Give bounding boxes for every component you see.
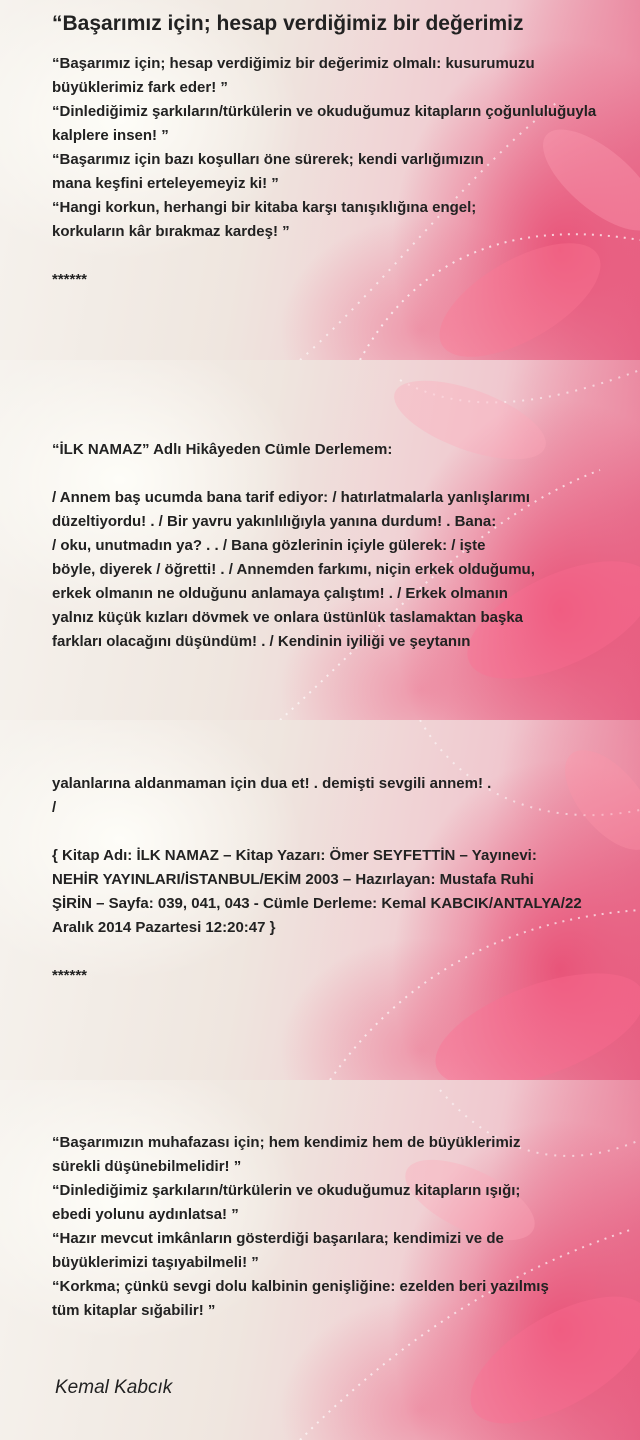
page-title: “Başarımız için; hesap verdiğimiz bir değerimiz <box>52 12 524 35</box>
text-line: düzeltiyordu! . / Bir yavru yakınlılığıyla yanına durdum! . Bana: <box>52 513 497 530</box>
poem-card-3 <box>0 720 640 1080</box>
text-line: tüm kitaplar sığabilir! ” <box>52 1302 216 1319</box>
text-line: “Hazır mevcut imkânların gösterdiği başarılara; kendimizi ve de <box>52 1230 504 1247</box>
text-line <box>52 244 640 268</box>
story-text-block <box>52 438 640 654</box>
text-line: sürekli düşünebilmelidir! ” <box>52 1158 242 1175</box>
citation-line: ŞİRİN – Sayfa: 039, 041, 043 - Cümle Derleme: Kemal KABCIK/ANTALYA/22 <box>52 895 582 912</box>
text-line: “Dinlediğimiz şarkıların/türkülerin ve okuduğumuz kitapların çoğunluluğuyla <box>52 103 597 120</box>
text-line: büyüklerimizi taşıyabilmeli! ” <box>52 1254 259 1271</box>
section-heading: “İLK NAMAZ” Adlı Hikâyeden Cümle Derlemem: <box>52 441 393 458</box>
text-line: “Başarımız için bazı koşulları öne sürerek; kendi varlığımızın <box>52 151 484 168</box>
poem-text-block <box>52 1131 640 1323</box>
poem-text-block <box>52 52 640 292</box>
text-line: “Başarımız için; hesap verdiğimiz bir değerimiz olmalı: kusurumuzu <box>52 55 535 72</box>
poem-card-1 <box>0 0 640 360</box>
text-line: farkları olacağını düşündüm! . / Kendinin iyiliği ve şeytanın <box>52 633 471 650</box>
text-line: yalanlarına aldanmaman için dua et! . demişti sevgili annem! . <box>52 775 492 792</box>
text-line: / Annem baş ucumda bana tarif ediyor: / hatırlatmalarla yanlışlarımı <box>52 489 530 506</box>
text-line <box>52 940 640 964</box>
poem-card-2 <box>0 360 640 720</box>
text-line: kalplere insen! ” <box>52 127 169 144</box>
text-line <box>52 462 640 486</box>
text-line: “Korkma; çünkü sevgi dolu kalbinin genişliğine: ezelden beri yazılmış <box>52 1278 549 1295</box>
citation-text-block <box>52 772 640 988</box>
citation-line: NEHİR YAYINLARI/İSTANBUL/EKİM 2003 – Hazırlayan: Mustafa Ruhi <box>52 871 534 888</box>
text-line: böyle, diyerek / öğretti! . / Annemden farkımı, niçin erkek olduğumu, <box>52 561 535 578</box>
text-line: büyüklerimiz fark eder! ” <box>52 79 228 96</box>
poem-card-4 <box>0 1080 640 1440</box>
citation-line: { Kitap Adı: İLK NAMAZ – Kitap Yazarı: Ömer SEYFETTİN – Yayınevi: <box>52 847 537 864</box>
text-line: / <box>52 799 57 816</box>
text-line: “Dinlediğimiz şarkıların/türkülerin ve okuduğumuz kitapların ışığı; <box>52 1182 521 1199</box>
text-line: ebedi yolunu aydınlatsa! ” <box>52 1206 239 1223</box>
author-signature: Kemal Kabcık <box>55 1377 173 1398</box>
text-line: korkuların kâr bırakmaz kardeş! ” <box>52 223 290 240</box>
separator-stars: ****** <box>52 967 88 984</box>
text-line: / oku, unutmadın ya? . . / Bana gözlerinin içiyle gülerek: / işte <box>52 537 486 554</box>
text-line: mana keşfini erteleyemeyiz ki! ” <box>52 175 279 192</box>
citation-line: Aralık 2014 Pazartesi 12:20:47 } <box>52 919 276 936</box>
separator-stars: ****** <box>52 271 88 288</box>
text-line <box>52 820 640 844</box>
text-line: “Başarımızın muhafazası için; hem kendimiz hem de büyüklerimiz <box>52 1134 521 1151</box>
text-line: erkek olmanın ne olduğunu anlamaya çalıştım! . / Erkek olmanın <box>52 585 508 602</box>
text-line: “Hangi korkun, herhangi bir kitaba karşı tanışıklığına engel; <box>52 199 477 216</box>
text-line: yalnız küçük kızları dövmek ve onlara üstünlük taslamaktan başka <box>52 609 524 626</box>
